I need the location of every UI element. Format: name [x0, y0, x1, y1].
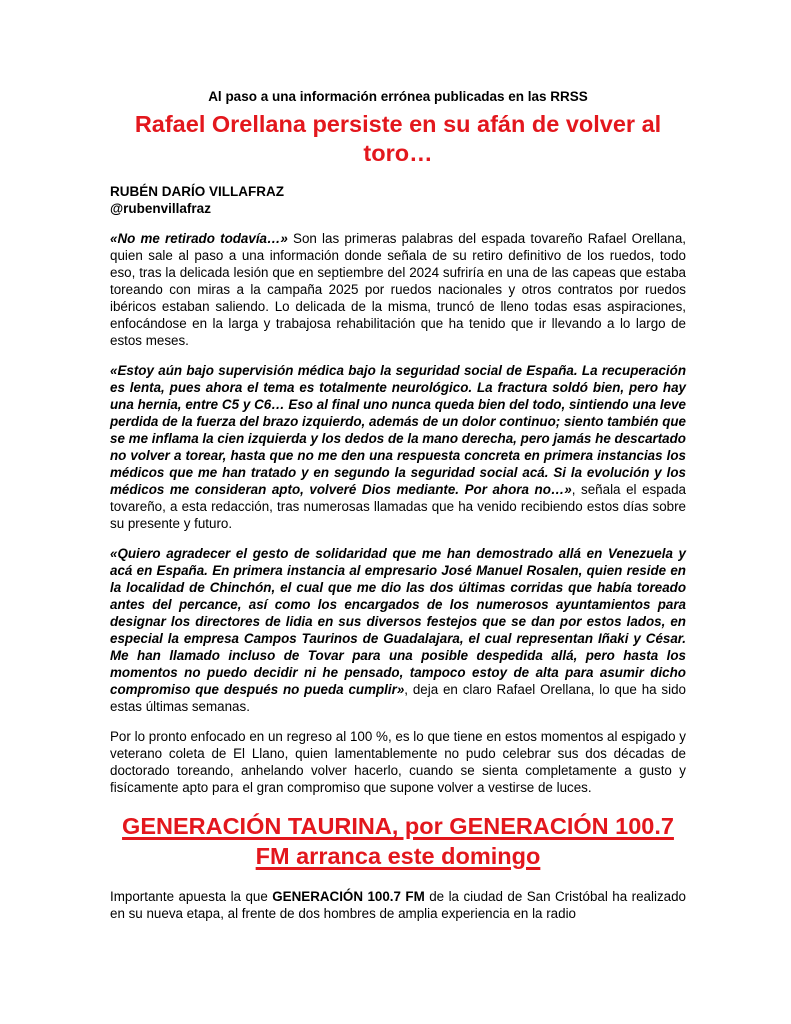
paragraph-3-text: , deja en claro Rafael Orellana, lo que ha sido estas últimas semanas.	[110, 682, 686, 715]
kicker-line: Al paso a una información errónea publicadas en las RRSS	[208, 89, 588, 104]
article-title: Rafael Orellana persiste en su afán de volver al toro…	[134, 111, 662, 166]
byline-handle: @rubenvillafraz	[110, 201, 211, 217]
section-title: GENERACIÓN TAURINA, por GENERACIÓN 100.7 FM arranca este domingo	[122, 813, 674, 869]
paragraph-1-quote: «No me retirado todavía…»	[110, 231, 288, 247]
paragraph-5-station-name: GENERACIÓN 100.7 FM	[272, 888, 425, 904]
byline	[110, 183, 686, 217]
paragraph-5-text: de la ciudad de San Cristóbal ha realizado en su nueva etapa, al frente de dos hombres de amplia experiencia en la radio	[110, 888, 686, 921]
paragraph-4: Por lo pronto enfocado en un regreso al 100 %, es lo que tiene en estos momentos al espigado y veterano coleta de El Llano, quien lamentablemente no pudo celebrar sus dos décadas de doctorado toreando, anhelando volver hacerlo, cuando se sienta completamente a gusto y fisícamente apto para el gran compromiso que supone volver a vestirse de luces.	[110, 729, 686, 796]
paragraph-2-quote: «Estoy aún bajo supervisión médica bajo la seguridad social de España. La recuperación es lenta, pues ahora el tema es totalmente neurológico. La fractura soldó bien, pero hay una hernia, entre C5 y C6… Eso al final uno nunca queda bien del todo, sintiendo una leve perdida de la fuerza del brazo izquierdo, además de un dolor continuo; siento también que se me inflama la cien izquierda y los dedos de la mano derecha, pero jamás he descartado no volver a torear, hasta que no me den una respuesta concreta en primera instancias los médicos que me han tratado y en segundo la seguridad social acá. Si la evolución y los médicos me consideran apto, volveré Dios mediante. Por ahora no…»	[110, 363, 686, 498]
paragraph-5-lead: Importante apuesta la que	[110, 888, 273, 904]
paragraph-2-text: , señala el espada tovareño, a esta redacción, tras numerosas llamadas que ha venido recibiendo estos días sobre su presente y futuro.	[110, 482, 687, 532]
paragraph-5	[110, 888, 686, 922]
paragraph-3-quote: «Quiero agradecer el gesto de solidaridad que me han demostrado allá en Venezuela y acá en España. En primera instancia al empresario José Manuel Rosalen, quien reside en la localidad de Chinchón, el cual que me dio las dos últimas corridas que había toreado antes del percance, así como los encargados de los numerosos ayuntamientos para designar los directores de lidia en sus diversos festejos que se dan por estos lados, en especial la empresa Campos Taurinos de Guadalajara, el cual representan Iñaki y César. Me han llamado incluso de Tovar para una posible despedida allá, pero hasta los momentos no puedo decidir ni he pensado, tampoco estoy de alta para asumir dicho compromiso que después no pueda cumplir»	[110, 546, 686, 698]
paragraph-1	[110, 230, 686, 349]
paragraph-3	[110, 545, 686, 715]
paragraph-1-text: Son las primeras palabras del espada tovareño Rafael Orellana, quien sale al paso a una información donde señala de su retiro definitivo de los ruedos, todo eso, tras la delicada lesión que en septiembre del 2024 sufriría en una de las capeas que estaba toreando con miras a la campaña 2025 por ruedos nacionales y otros contratos por ruedos ibéricos estaban saliendo. Lo delicada de la misma, truncó de lleno todas esas aspiraciones, enfocándose en la larga y trabajosa rehabilitación que ha tenido que ir llevando a lo largo de estos meses.	[110, 231, 686, 349]
byline-author: RUBÉN DARÍO VILLAFRAZ	[110, 184, 284, 200]
paragraph-2	[110, 362, 686, 532]
